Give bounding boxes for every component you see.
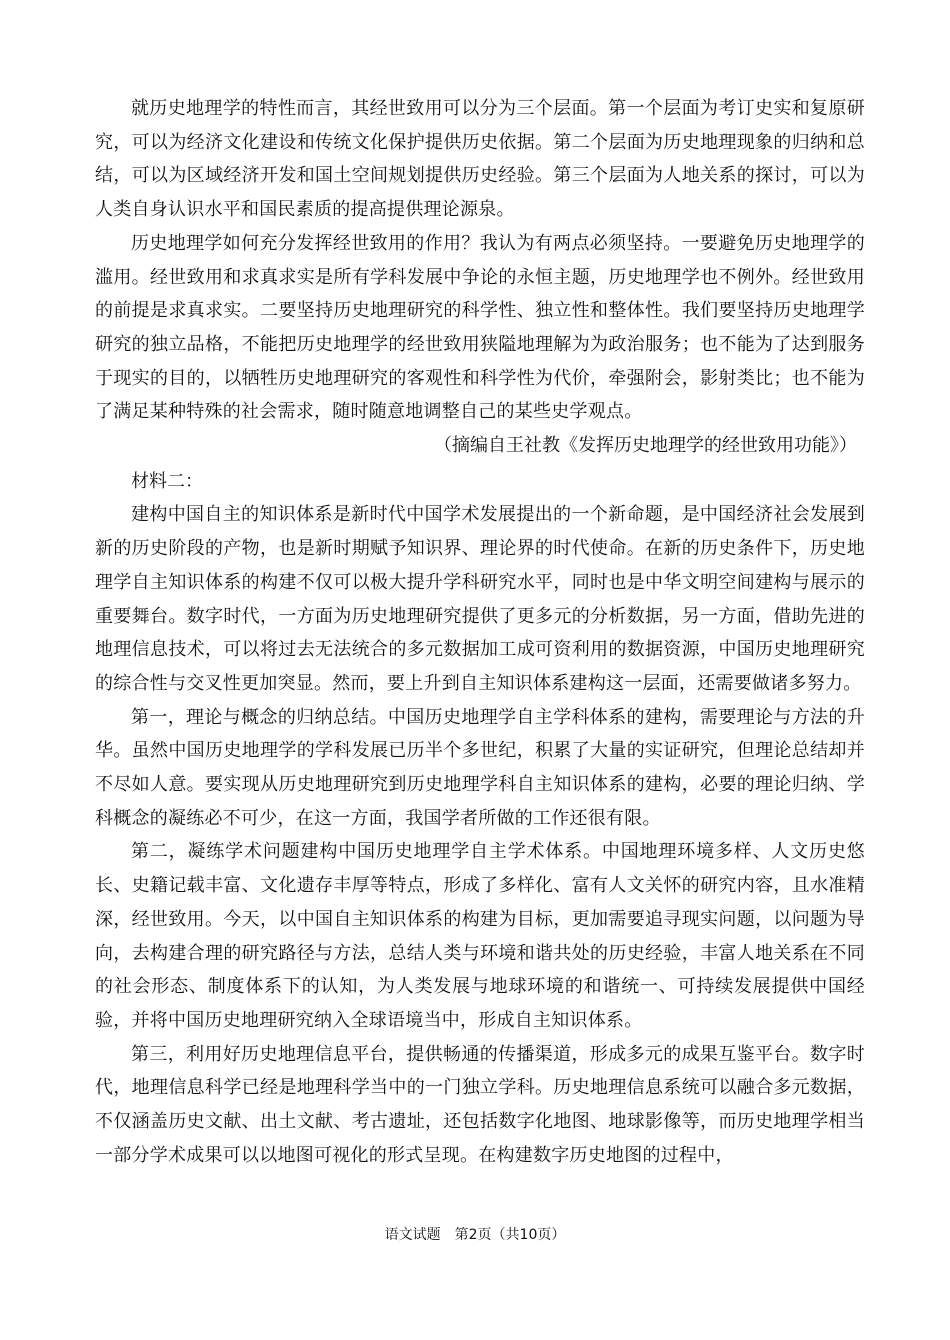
paragraph-6: 第三，利用好历史地理信息平台，提供畅通的传播渠道，形成多元的成果互鉴平台。数字时代，地理信息科学已经是地理科学当中的一门独立学科。历史地理信息系统可以融合多元数据，不仅涵盖历史文献、出土文献、考古遗址，还包括数字化地图、地球影像等，而历史地理学相当一部分学术成果可以以地图可视化的形式呈现。在构建数字历史地图的过程中， xyxy=(95,1043,865,1166)
material-2-heading: 材料二： xyxy=(131,470,203,492)
page-content xyxy=(95,92,865,1173)
paragraph-3: 建构中国自主的知识体系是新时代中国学术发展提出的一个新命题，是中国经济社会发展到新的历史阶段的产物，也是新时期赋予知识界、理论界的时代使命。在新的历史条件下，历史地理学自主知识体系的构建不仅可以极大提升学科研究水平，同时也是中华文明空间建构与展示的重要舞台。数字时代，一方面为历史地理研究提供了更多元的分析数据，另一方面，借助先进的地理信息技术，可以将过去无法统合的多元数据加工成可资利用的数据资源，中国历史地理研究的综合性与交叉性更加突显。然而，要上升到自主知识体系建构这一层面，还需要做诸多努力。 xyxy=(95,504,865,694)
paragraph-5: 第二，凝练学术问题建构中国历史地理学自主学术体系。中国地理环境多样、人文历史悠长、史籍记载丰富、文化遗存丰厚等特点，形成了多样化、富有人文关怀的研究内容，且水准精深，经世致用。今天，以中国自主知识体系的构建为目标，更加需要追寻现实问题，以问题为导向，去构建合理的研究路径与方法，总结人类与环境和谐共处的历史经验，丰富人地关系在不同的社会形态、制度体系下的认知，为人类发展与地球环境的和谐统一、可持续发展提供中国经验，并将中国历史地理研究纳入全球语境当中，形成自主知识体系。 xyxy=(95,841,865,1031)
page-footer: 语文试题 第2页（共10页） xyxy=(384,1227,566,1243)
source-citation: （摘编自王社教《发挥历史地理学的经世致用功能》） xyxy=(434,435,857,457)
paragraph-4: 第一，理论与概念的归纳总结。中国历史地理学自主学科体系的建构，需要理论与方法的升华。虽然中国历史地理学的学科发展已历半个多世纪，积累了大量的实证研究，但理论总结却并不尽如人意。要实现从历史地理研究到历史地理学科自主知识体系的建构，必要的理论归纳、学科概念的凝练必不可少，在这一方面，我国学者所做的工作还很有限。 xyxy=(95,706,865,829)
paragraph-2: 历史地理学如何充分发挥经世致用的作用？我认为有两点必须坚持。一要避免历史地理学的滥用。经世致用和求真求实是所有学科发展中争论的永恒主题，历史地理学也不例外。经世致用的前提是求真求实。二要坚持历史地理研究的科学性、独立性和整体性。我们要坚持历史地理学研究的独立品格，不能把历史地理学的经世致用狭隘地理解为为政治服务；也不能为了达到服务于现实的目的，以牺牲历史地理研究的客观性和科学性为代价，牵强附会，影射类比；也不能为了满足某种特殊的社会需求，随时随意地调整自己的某些史学观点。 xyxy=(95,232,865,423)
paragraph-1: 就历史地理学的特性而言，其经世致用可以分为三个层面。第一个层面为考订史实和复原研究，可以为经济文化建设和传统文化保护提供历史依据。第二个层面为历史地理现象的归纳和总结，可以为区域经济开发和国土空间规划提供历史经验。第三个层面为人地关系的探讨，可以为人类自身认识水平和国民素质的提高提供理论源泉。 xyxy=(95,98,865,221)
